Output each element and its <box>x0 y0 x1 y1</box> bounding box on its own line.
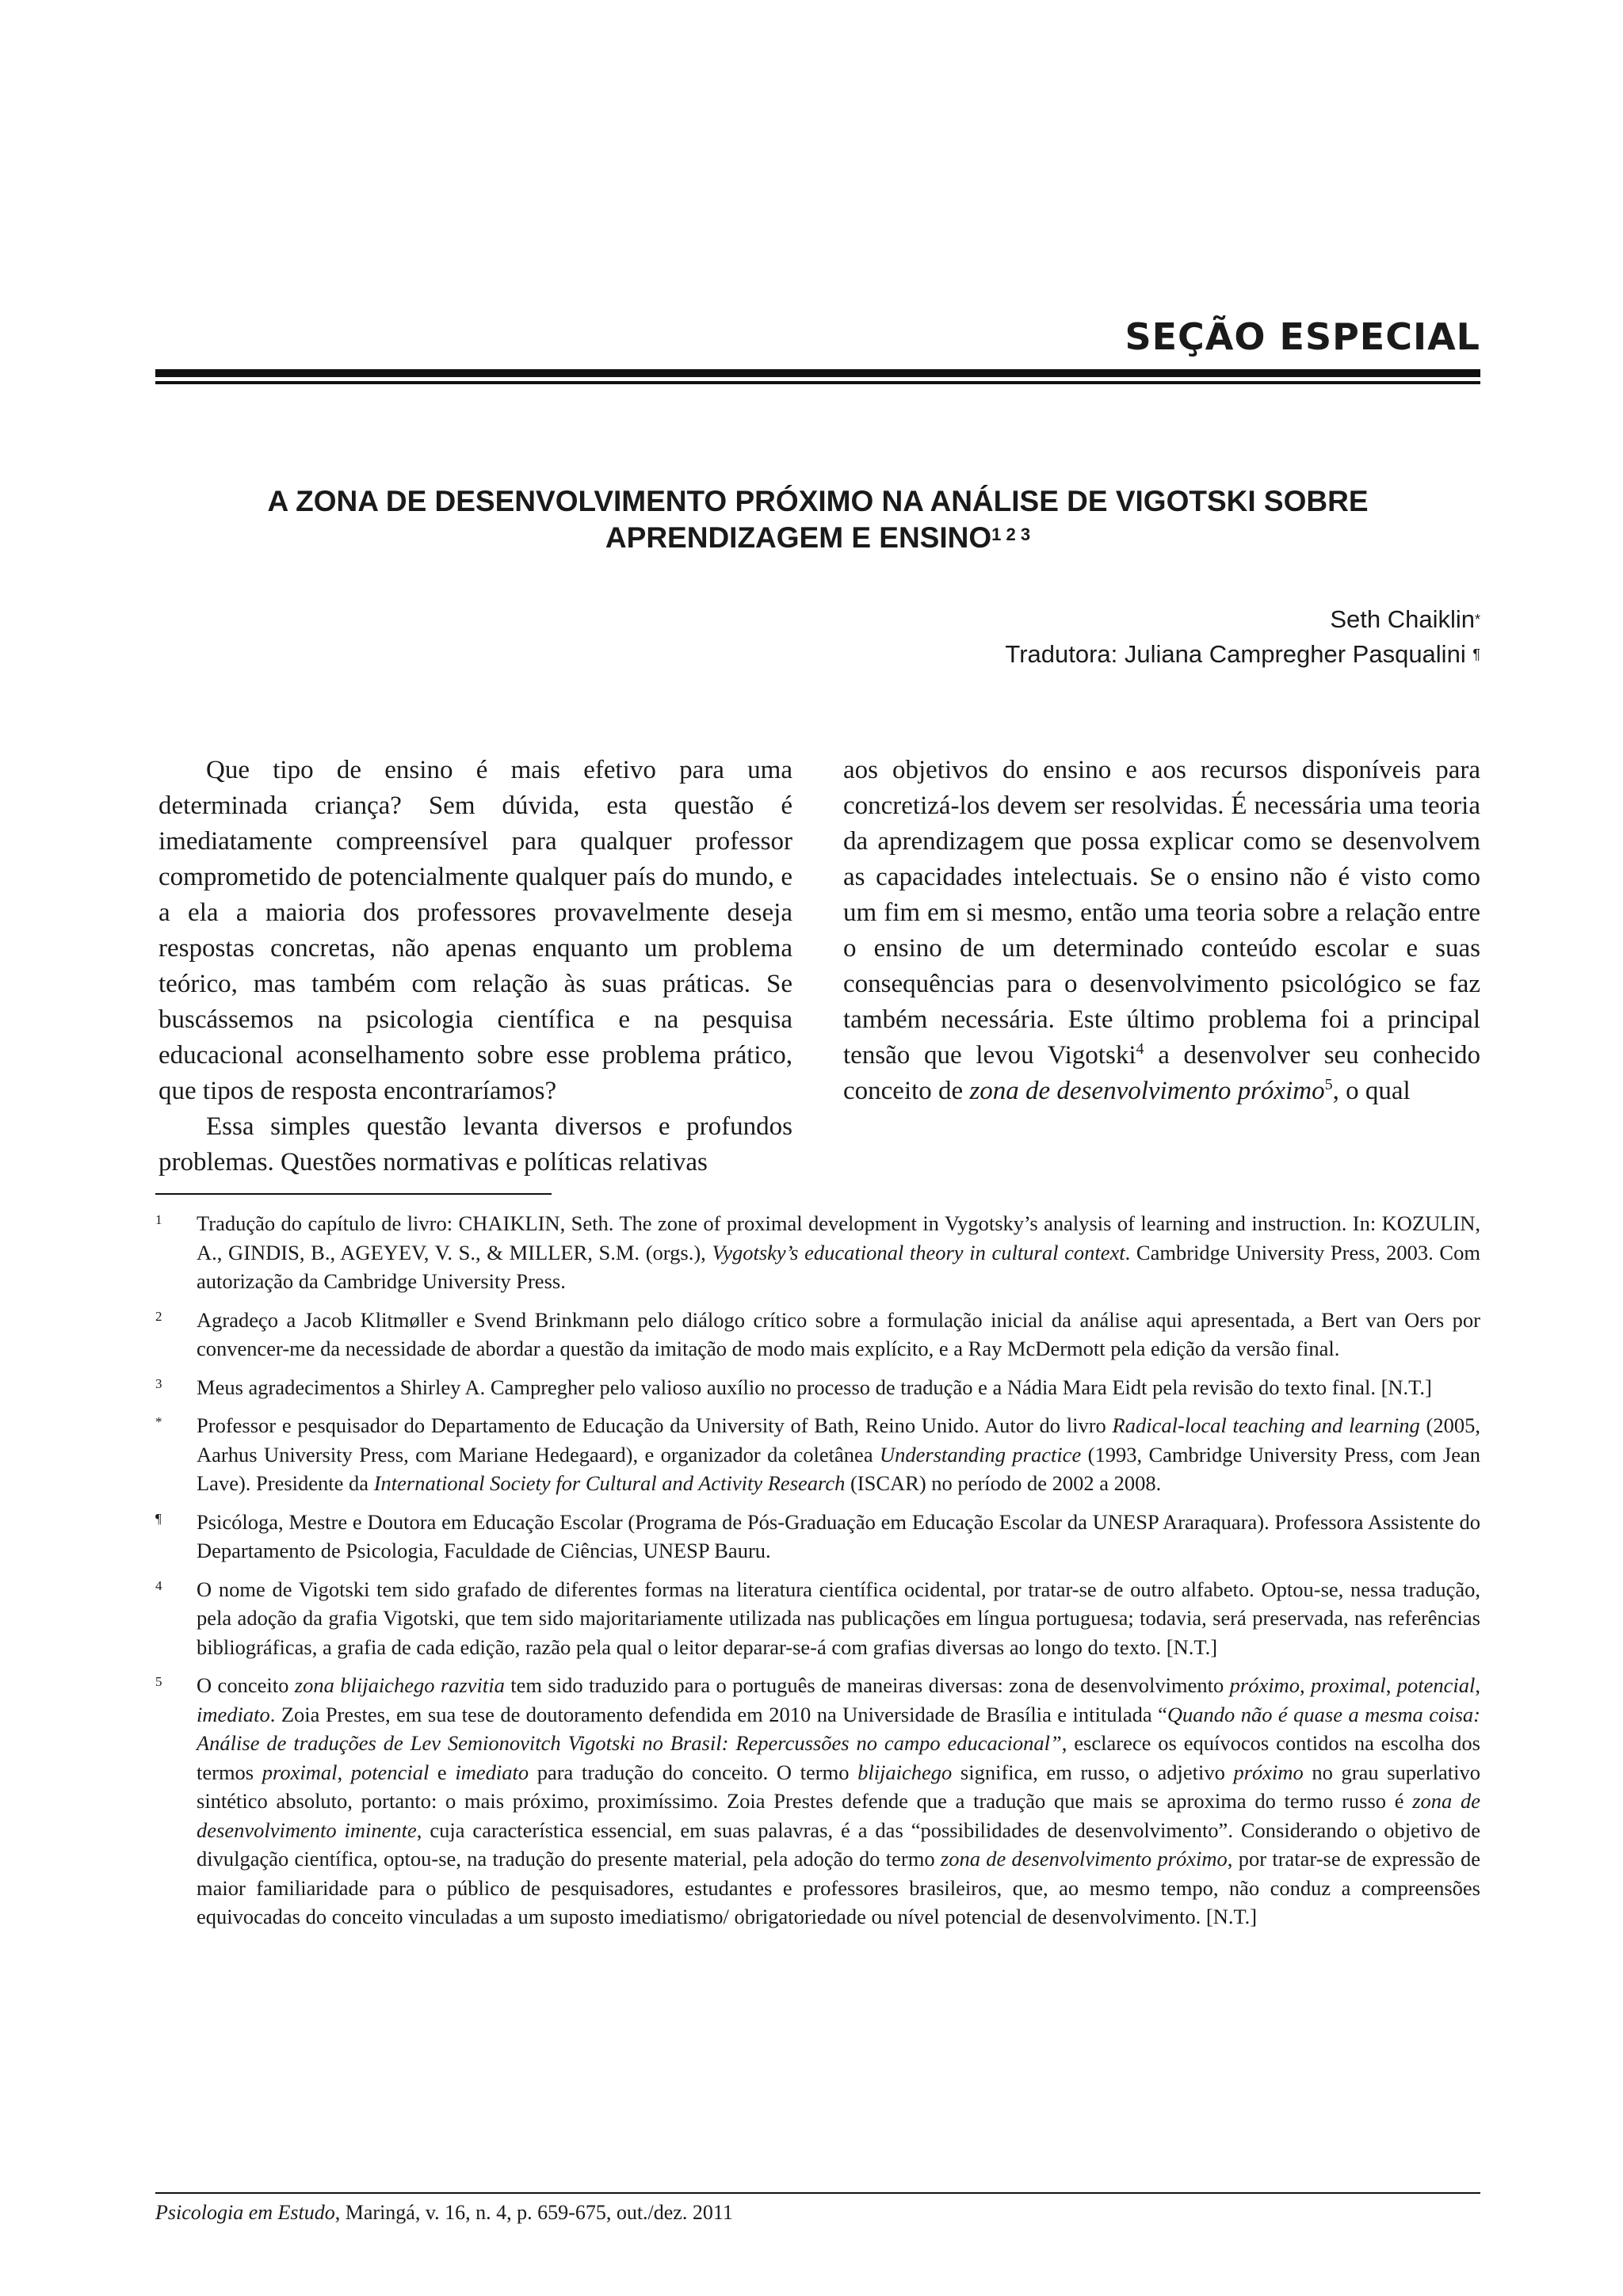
footnote-italic: zona de desenvolvimento iminente <box>197 1789 1480 1842</box>
footnote-ref-4: 4 <box>1136 1040 1144 1058</box>
footnote-italic: blijaichego <box>857 1760 953 1784</box>
author-name: Seth Chaiklin <box>1330 605 1475 633</box>
title-line-2-text: APRENDIZAGEM E ENSINO <box>605 521 992 554</box>
footnote-text: (ISCAR) no período de 2002 a 2008. <box>845 1471 1162 1495</box>
translator-name: Tradutora: Juliana Campregher Pasqualini <box>1005 640 1466 668</box>
footnote-italic: Radical-local teaching and learning <box>1112 1413 1420 1437</box>
footnote-italic: imediato <box>197 1702 270 1726</box>
footnote-text: , cuja característica essencial, em suas palavras, é a das “possibilidades de desenvolvimento”. Considerando o objetivo de divulgação científica, optou-se, na tradução do presente material, pela adoção do termo <box>197 1817 1480 1871</box>
footnote-italic: zona de desenvolvimento próximo <box>940 1847 1228 1871</box>
footnote-mark: ¶ <box>155 1510 162 1526</box>
footnote-text: . Zoia Prestes, em sua tese de doutoramento defendida em 2010 na Universidade de Brasília e intitulada “ <box>269 1702 1167 1726</box>
footnote-italic: próximo <box>1233 1760 1304 1784</box>
body-right-text-b: a desenvolver seu conhecido conceito de <box>843 1041 1480 1105</box>
journal-details: , Maringá, v. 16, n. 4, p. 659-675, out./dez. 2011 <box>334 2201 733 2224</box>
footnote-italic: imediato <box>455 1760 529 1784</box>
footnote-italic: proximal <box>1311 1673 1386 1697</box>
authors-block <box>1005 602 1480 672</box>
footnote-text: O nome de Vigotski tem sido grafado de diferentes formas na literatura científica ocidental, por tratar-se de outro alfabeto. Optou-se, nessa tradução, pela adoção da grafia Vigotski, que tem sido majoritariamente utilizada nas publicações em língua portuguesa; todavia, será preservada, nas referências bibliográficas, a grafia de cada edição, razão pela qual o leitor deparar-se-á com grafias diversas ao longo do texto. [N.T.] <box>197 1577 1480 1659</box>
body-column-right <box>843 753 1480 1109</box>
section-header: SEÇÃO ESPECIAL <box>1125 315 1480 358</box>
footnote-italic: proximal, potencial <box>262 1760 430 1784</box>
footnote-italic: zona blijaichego razvitia <box>294 1673 505 1697</box>
footnote-italic: potencial <box>1396 1673 1476 1697</box>
footnote-text: (1993, Cambridge University Press, com Jean Lave). Presidente da <box>197 1442 1480 1495</box>
footnote-text: . Cambridge University Press, 2003. Com autorização da Cambridge University Press. <box>197 1240 1480 1293</box>
footnote-italic: International Society for Cultural and Activity Research <box>373 1471 846 1495</box>
body-right-italic-term: zona de desenvolvimento próximo <box>969 1077 1325 1105</box>
footnote-text: , <box>1475 1673 1481 1697</box>
body-right-text-c: , o qual <box>1332 1077 1411 1105</box>
body-paragraph-1: Que tipo de ensino é mais efetivo para uma determinada criança? Sem dúvida, esta questão é imediatamente compreensível para qualquer professor comprometido de potencialmente qualquer país do mundo, e a ela a maioria dos professores provavelmente deseja respostas concretas, não apenas enquanto um problema teórico, mas também com relação às suas práticas. Se buscássemos na psicologia científica e na pesquisa educacional aconselhamento sobre esse problema prático, que tipos de resposta encontraríamos? <box>158 756 792 1105</box>
footnote-text: (2005, Aarhus University Press, com Mariane Hedegaard), e organizador da coletânea <box>197 1413 1480 1466</box>
article-title <box>155 483 1480 556</box>
author-mark: * <box>1474 612 1480 627</box>
footnote-text: no grau superlativo sintético absoluto, portanto: o mais próximo, proximíssimo. Zoia Prestes defende que a tradução que mais se aproxima do termo russo é <box>197 1760 1480 1813</box>
footnote-text: e <box>429 1760 456 1784</box>
footnote-text: Meus agradecimentos a Shirley A. Campregher pelo valioso auxílio no processo de tradução e a Nádia Mara Eidt pela revisão do texto final. [N.T.] <box>197 1375 1432 1399</box>
footnote-5 <box>155 1671 1480 1932</box>
footnote-text: significa, em russo, o adjetivo <box>952 1760 1234 1784</box>
footnote-text: Psicóloga, Mestre e Doutora em Educação Escolar (Programa de Pós-Graduação em Educação Escolar da UNESP Araraquara). Professora Assistente do Departamento de Psicologia, Faculdade de Ciências, UNESP Bauru. <box>197 1509 1480 1562</box>
footnote-mark: 4 <box>155 1577 162 1593</box>
footnote-mark: 5 <box>155 1674 162 1689</box>
footnote-italic: Understanding practice <box>879 1442 1082 1466</box>
footnote-2 <box>155 1306 1480 1363</box>
body-paragraph-continued <box>843 753 1480 1109</box>
footnote-text: tem sido traduzido para o português de maneiras diversas: zona de desenvolvimento <box>504 1673 1230 1697</box>
footnote-mark: * <box>155 1414 162 1429</box>
translator-line <box>1005 637 1480 672</box>
journal-name: Psicologia em Estudo <box>155 2201 335 2224</box>
body-paragraph-2: Essa simples questão levanta diversos e profundos problemas. Questões normativas e políticas relativas <box>158 1112 792 1177</box>
footnote-translator <box>155 1508 1480 1566</box>
title-line-1: A ZONA DE DESENVOLVIMENTO PRÓXIMO NA ANÁLISE DE VIGOTSKI SOBRE <box>267 485 1369 517</box>
footnote-4 <box>155 1575 1480 1662</box>
footnotes <box>155 1209 1480 1941</box>
footnote-italic: próximo <box>1229 1673 1300 1697</box>
footnote-separator <box>155 1193 552 1195</box>
footnote-text: O conceito <box>197 1673 295 1697</box>
footnote-mark: 2 <box>155 1308 162 1324</box>
footnote-text: , esclarece os equívocos contidos na escolha dos termos <box>197 1731 1480 1784</box>
footnote-text: , <box>1299 1673 1311 1697</box>
footnote-3 <box>155 1373 1480 1402</box>
title-line-2 <box>155 520 1480 556</box>
footer-rule <box>155 2192 1480 2194</box>
footnote-text: Agradeço a Jacob Klitmøller e Svend Brinkmann pelo diálogo crítico sobre a formulação inicial da análise aqui apresentada, a Bert van Oers por convencer-me da necessidade de abordar a questão da imitação de modo mais explícito, e a Ray McDermott pela edição da versão final. <box>197 1307 1480 1360</box>
page-footer <box>155 2201 733 2225</box>
footnote-mark: 1 <box>155 1212 162 1227</box>
header-rule-thin <box>155 381 1480 384</box>
translator-mark: ¶ <box>1472 646 1480 662</box>
header-rule-thick <box>155 369 1480 377</box>
body-right-text-a: aos objetivos do ensino e aos recursos disponíveis para concretizá-los devem ser resolvidas. É necessária uma teoria da aprendizagem que possa explicar como se desenvolvem as capacidades intelectuais. Se o ensino não é visto como um fim em si mesmo, então uma teoria sobre a relação entre o ensino de um determinado conteúdo escolar e suas consequências para o desenvolvimento psicológico se faz também necessária. Este último problema foi a principal tensão que levou Vigotski <box>843 756 1480 1070</box>
footnote-mark: 3 <box>155 1375 162 1391</box>
footnote-text: para tradução do conceito. O termo <box>529 1760 858 1784</box>
body-column-left <box>158 753 792 1180</box>
author-line <box>1005 602 1480 637</box>
footnote-author <box>155 1411 1480 1498</box>
footnote-italic: Vygotsky’s educational theory in cultural context <box>712 1240 1125 1264</box>
footnote-italic: Quando não é quase a mesma coisa: Análise de traduções de Lev Semionovitch Vigotski no Brasil: Repercussões no campo educacional” <box>197 1702 1480 1755</box>
footnote-text: , <box>1385 1673 1397 1697</box>
footnote-ref-5: 5 <box>1324 1076 1333 1093</box>
footnote-text: Professor e pesquisador do Departamento de Educação da University of Bath, Reino Unido. Autor do livro <box>197 1413 1113 1437</box>
footnote-text: , por tratar-se de expressão de maior familiaridade para o público de pesquisadores, estudantes e professores brasileiros, que, ao mesmo tempo, não conduz a compreensões equivocadas do conceito vinculadas a um suposto imediatismo/ obrigatoriedade ou nível potencial de desenvolvimento. [N.T.] <box>197 1847 1481 1928</box>
title-footnote-markers: 1 2 3 <box>991 524 1031 544</box>
footnote-1 <box>155 1209 1480 1296</box>
footnote-text: Tradução do capítulo de livro: CHAIKLIN, Seth. The zone of proximal development in Vygotsky’s analysis of learning and instruction. In: KOZULIN, A., GINDIS, B., AGEYEV, V. S., & MILLER, S.M. (orgs.), <box>197 1211 1480 1264</box>
